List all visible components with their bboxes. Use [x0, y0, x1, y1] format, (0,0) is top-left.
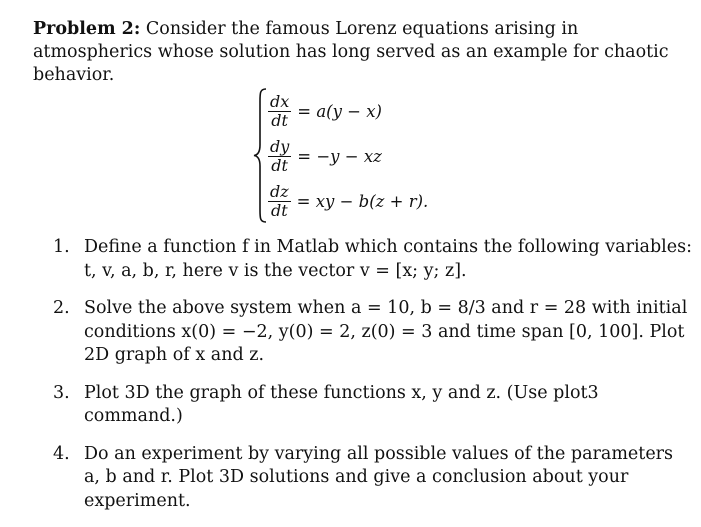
equation-row: [268, 89, 382, 133]
left-brace: [252, 87, 268, 224]
derivative-fraction: [268, 93, 291, 130]
derivative-fraction: [268, 183, 291, 220]
fraction-numerator: dz: [270, 181, 289, 201]
item-number: 4.: [53, 443, 70, 464]
list-item: [53, 236, 693, 283]
fraction-numerator: dx: [270, 91, 290, 111]
list-item: [53, 297, 693, 368]
item-text: Plot 3D the graph of these functions x, y and z. (Use plot3 command.): [84, 382, 599, 426]
equation-row: [268, 179, 428, 223]
equation-rhs: = a(y − x): [297, 101, 382, 121]
fraction-numerator: dy: [270, 136, 290, 156]
list-item: [53, 382, 693, 429]
item-text: Do an experiment by varying all possible values of the parameters a, b and r. Plot 3D solutions and give a conclusion about your experiment.: [84, 443, 674, 511]
task-list: [53, 236, 693, 527]
list-item: [53, 443, 693, 514]
item-text: Solve the above system when a = 10, b = 8/3 and r = 28 with initial conditions x(0) = −2, y(0) = 2, z(0) = 3 and time span [0, 100]. Plot 2D graph of x and z.: [84, 298, 688, 365]
equation-row: [268, 134, 382, 178]
derivative-fraction: [268, 138, 291, 175]
item-number: 1.: [53, 237, 70, 257]
item-number: 3.: [53, 382, 70, 403]
problem-intro: Consider the famous Lorenz equations arising in atmospherics whose solution has long served as an example for chaotic behavior.: [33, 19, 669, 85]
fraction-denominator: dt: [271, 155, 288, 175]
fraction-denominator: dt: [271, 110, 288, 130]
fraction-denominator: dt: [271, 200, 288, 220]
problem-statement: [33, 18, 688, 87]
item-number: 2.: [53, 298, 70, 318]
equation-rhs: = −y − xz: [297, 146, 382, 166]
problem-label: Problem 2:: [33, 19, 141, 39]
equation-rhs: = xy − b(z + r).: [296, 191, 429, 211]
item-text: Define a function f in Matlab which contains the following variables: t, v, a, b, r, here v is the vector v = [x; y; z].: [84, 237, 693, 281]
